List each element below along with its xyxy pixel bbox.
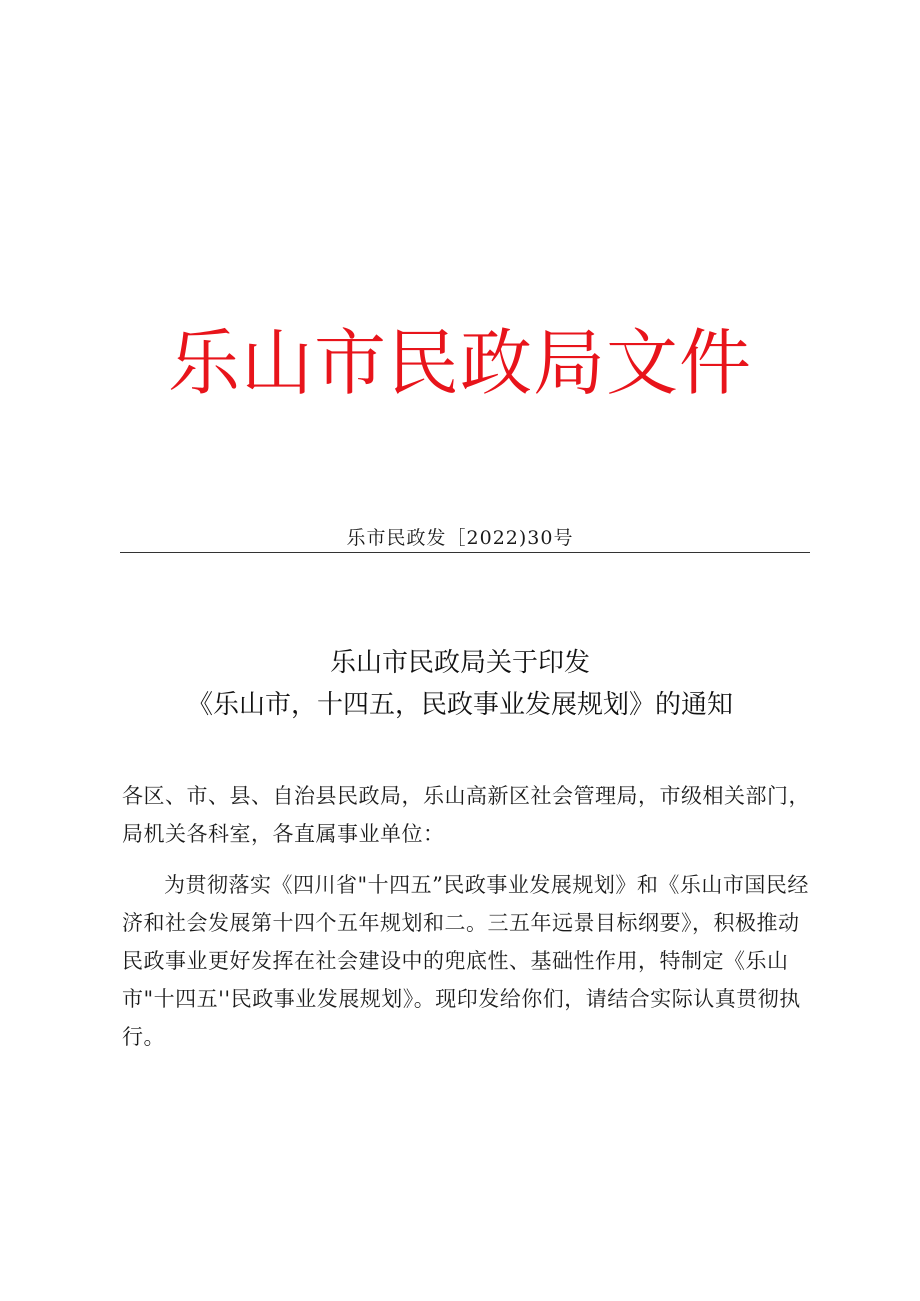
document-number: 乐市民政发［2022)30号: [346, 527, 574, 549]
document-title-line-1: 乐山市民政局关于印发: [329, 648, 590, 678]
document-masthead: 乐山市民政局文件: [167, 321, 752, 405]
body-paragraph: 为贯彻落实《四川省"十四五”民政事业发展规划》和《乐山市国民经济和社会发展第十四个五年规划和二。三五年远景目标纲要》，积极推动民政事业更好发挥在社会建设中的兜底性、基础性作用，特制定《乐山市"十四五''民政事业发展规划》。现印发给你们，请结合实际认真贯彻执行。: [122, 873, 809, 1049]
header-divider: [120, 552, 810, 553]
document-title-line-2: 《乐山市，十四五，民政事业发展规划》的通知: [186, 690, 733, 720]
salutation: 各区、市、县、自治县民政局，乐山高新区社会管理局，市级相关部门，局机关各科室，各直属事业单位：: [122, 784, 810, 846]
